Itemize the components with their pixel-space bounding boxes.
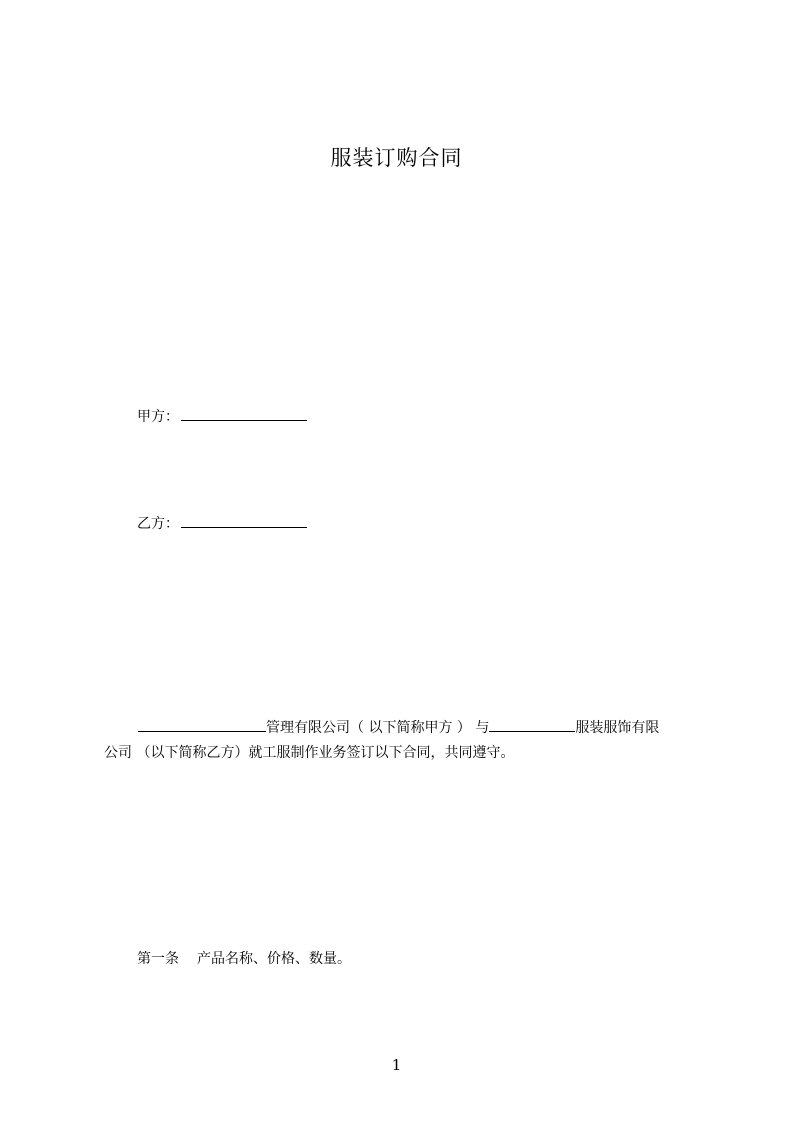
- party-b-line: [137, 513, 307, 534]
- intro-line-2: 公司 （以下简称乙方）就工服制作业务签订以下合同，共同遵守。: [104, 745, 515, 761]
- intro-blank-party-a: [138, 717, 266, 732]
- article-1-title: 产品名称、价格、数量。: [197, 951, 351, 967]
- page-number: 1: [391, 1056, 402, 1074]
- article-1-heading: [137, 949, 351, 969]
- intro-blank-party-b: [489, 717, 575, 732]
- intro-line-1: [104, 716, 704, 741]
- party-b-blank: [181, 513, 307, 528]
- intro-paragraph: [104, 716, 704, 766]
- party-a-label: 甲方：: [137, 409, 179, 425]
- party-a-line: [137, 406, 307, 427]
- intro-text-2: 服装服饰有限: [575, 720, 660, 736]
- document-title: 服装订购合同: [330, 146, 463, 170]
- intro-text-1: 管理有限公司（ 以下简称甲方 ） 与: [266, 720, 490, 736]
- party-b-label: 乙方：: [137, 516, 179, 532]
- article-1-number: 第一条: [137, 951, 179, 967]
- party-a-blank: [181, 406, 307, 421]
